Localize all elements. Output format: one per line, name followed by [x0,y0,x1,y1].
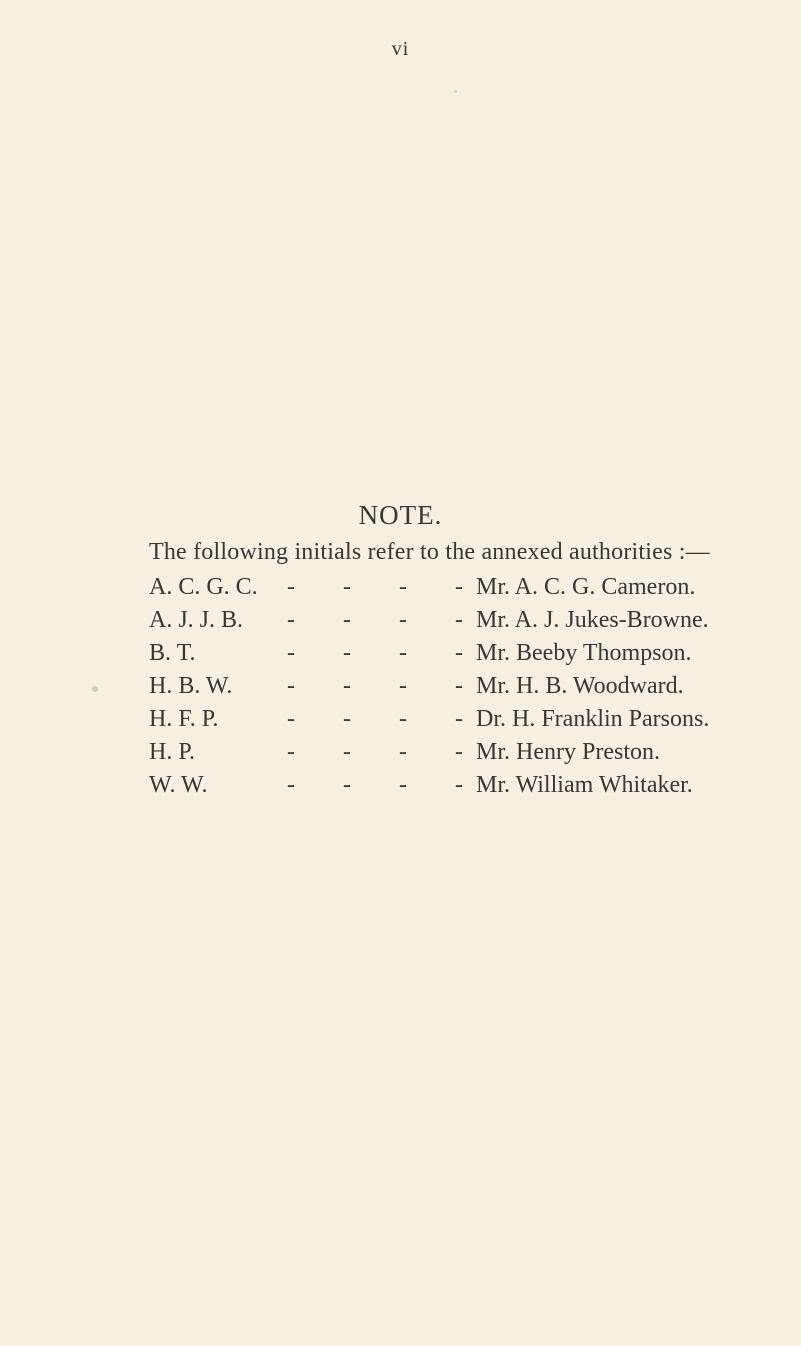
dash-leader [287,607,463,634]
leader-dash: - [287,607,295,633]
leader-dash: - [343,706,351,732]
leader-dash: - [399,574,407,600]
leader-dash: - [399,607,407,633]
entry-authority: Dr. H. Franklin Parsons. [476,706,710,732]
entry-initials: A. C. G. C. [149,574,258,600]
leader-dash: - [343,574,351,600]
entry-authority: Mr. A. C. G. Cameron. [476,574,696,600]
dash-leader [287,706,463,733]
leader-dash: - [343,772,351,798]
initials-entry [149,640,801,673]
paper-spot [454,90,457,93]
leader-dash: - [343,640,351,666]
leader-dash: - [455,739,463,765]
leader-dash: - [455,673,463,699]
leader-dash: - [455,607,463,633]
entry-authority: Mr. Beeby Thompson. [476,640,692,666]
leader-dash: - [399,706,407,732]
entry-authority: Mr. H. B. Woodward. [476,673,684,699]
leader-dash: - [455,706,463,732]
leader-dash: - [399,640,407,666]
leader-dash: - [455,772,463,798]
entry-authority: Mr. A. J. Jukes-Browne. [476,607,709,633]
initials-entry [149,574,801,607]
leader-dash: - [287,574,295,600]
entry-authority: Mr. William Whitaker. [476,772,693,798]
leader-dash: - [399,772,407,798]
initials-list [149,574,801,805]
initials-entry [149,706,801,739]
leader-dash: - [287,640,295,666]
leader-dash: - [343,739,351,765]
initials-entry [149,607,801,640]
leader-dash: - [399,739,407,765]
entry-initials: H. B. W. [149,673,233,699]
entry-initials: B. T. [149,640,196,666]
leader-dash: - [287,706,295,732]
leader-dash: - [343,673,351,699]
paper-spot [92,686,98,692]
dash-leader [287,673,463,700]
note-title: NOTE. [358,500,443,530]
entry-authority: Mr. Henry Preston. [476,739,660,765]
note-intro: The following initials refer to the annexed authorities :— [149,539,710,565]
dash-leader [287,739,463,766]
leader-dash: - [455,574,463,600]
entry-initials: H. P. [149,739,196,765]
leader-dash: - [343,607,351,633]
leader-dash: - [399,673,407,699]
page-number: vi [391,38,410,60]
entry-initials: W. W. [149,772,208,798]
dash-leader [287,574,463,601]
entry-initials: H. F. P. [149,706,219,732]
leader-dash: - [287,772,295,798]
leader-dash: - [287,739,295,765]
initials-entry [149,739,801,772]
dash-leader [287,772,463,799]
entry-initials: A. J. J. B. [149,607,244,633]
leader-dash: - [455,640,463,666]
dash-leader [287,640,463,667]
leader-dash: - [287,673,295,699]
initials-entry [149,673,801,706]
initials-entry [149,772,801,805]
